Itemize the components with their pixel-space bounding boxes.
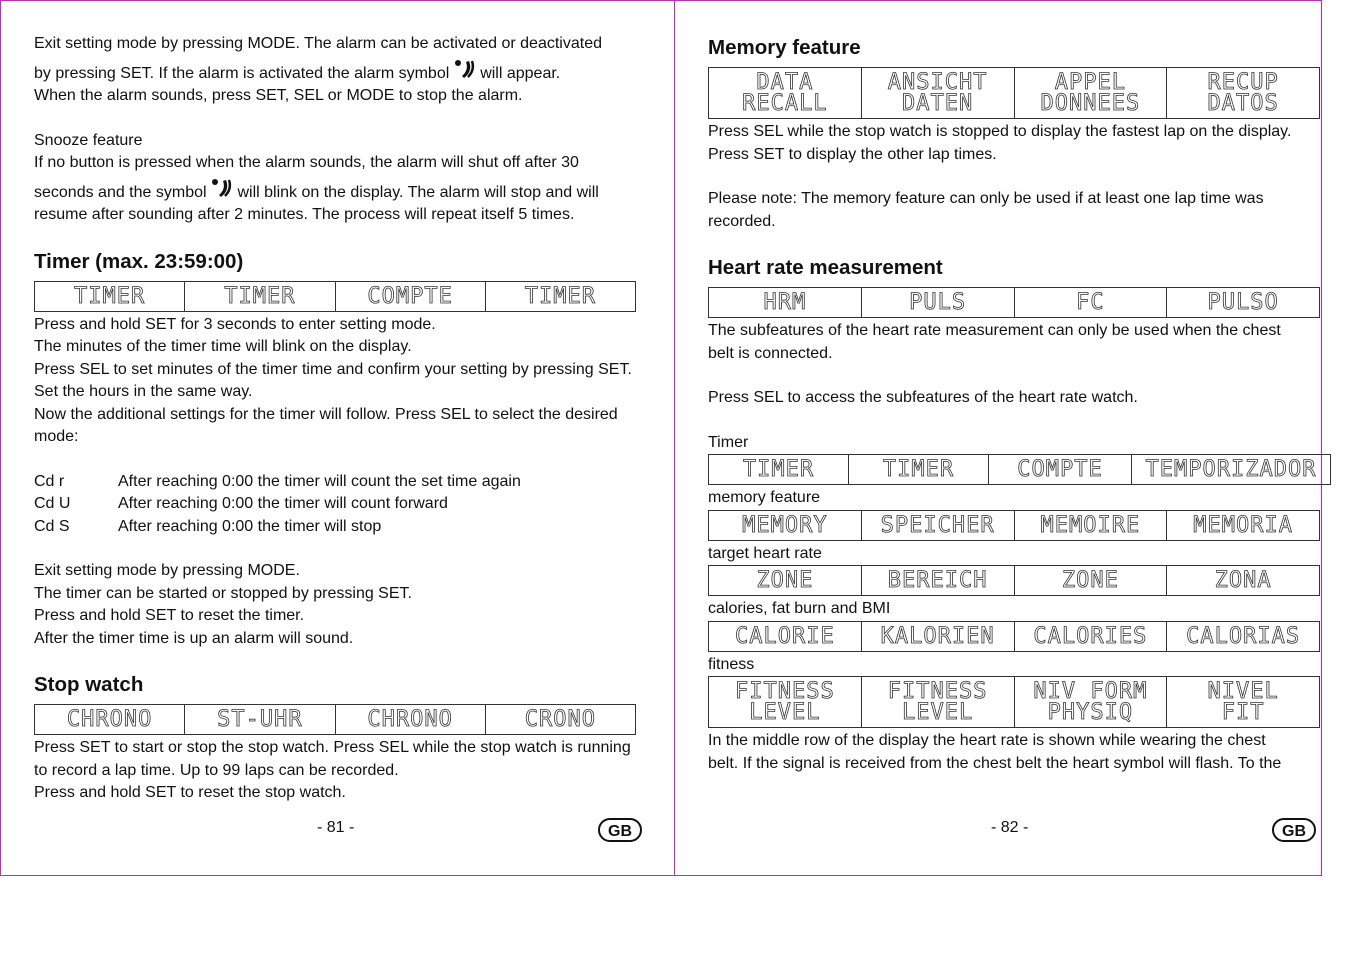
closing-line: In the middle row of the display the heart rate is shown while wearing the chest	[708, 732, 1266, 749]
lcd-cell: TIMER	[35, 281, 185, 311]
lcd-cell: MEMORIA	[1167, 510, 1320, 540]
sub-target-lcd-table	[708, 565, 1320, 596]
lcd-cell: CHRONO	[335, 705, 485, 735]
timer-line: Exit setting mode by pressing MODE.	[34, 562, 300, 579]
timer-line: Set the hours in the same way.	[34, 383, 253, 400]
cd-mode-desc: After reaching 0:00 the timer will count forward	[118, 495, 448, 512]
sub-fitness-lcd-table	[708, 676, 1320, 728]
sub-calories-lcd-table	[708, 621, 1320, 652]
page-number: - 81 -	[317, 819, 355, 836]
lcd-cell: SPEICHER	[861, 510, 1014, 540]
timer-line: mode:	[34, 428, 79, 445]
page-82-content	[708, 35, 1320, 775]
timer-line: The timer can be started or stopped by pressing SET.	[34, 584, 412, 602]
timer-heading: Timer (max. 23:59:00)	[34, 249, 244, 273]
memory-line: Press SET to display the other lap times.	[708, 145, 997, 163]
snooze-fragment: will blink on the display. The alarm will stop and will	[237, 183, 599, 201]
snooze-line: resume after sounding after 2 minutes. The process will repeat itself 5 times.	[34, 206, 575, 223]
snooze-line: If no button is pressed when the alarm sounds, the alarm will shut off after 30	[34, 154, 579, 171]
lcd-cell: TEMPORIZADOR	[1132, 455, 1331, 485]
stopwatch-line: to record a lap time. Up to 99 laps can be recorded.	[34, 761, 399, 779]
intro-line: When the alarm sounds, press SET, SEL or MODE to stop the alarm.	[34, 87, 523, 104]
lcd-cell: KALORIEN	[861, 621, 1014, 651]
lcd-cell: COMPTE	[989, 455, 1132, 485]
memory-line: Press SEL while the stop watch is stopped to display the fastest lap on the display.	[708, 123, 1292, 140]
cd-mode-row	[34, 471, 636, 494]
closing-line: belt. If the signal is received from the chest belt the heart symbol will flash. To the	[708, 754, 1282, 772]
cd-mode-desc: After reaching 0:00 the timer will count the set time again	[118, 472, 521, 490]
lcd-cell: RECUP DATOS	[1167, 68, 1320, 119]
sub-memory-label: memory feature	[708, 489, 821, 506]
stopwatch-heading: Stop watch	[34, 673, 144, 696]
timer-line: Press and hold SET to reset the timer.	[34, 607, 305, 624]
lcd-cell: CALORIE	[709, 621, 862, 651]
cd-mode-row	[34, 493, 636, 516]
intro-fragment: will appear.	[480, 64, 561, 82]
lcd-cell: TIMER	[185, 281, 335, 311]
cd-mode-desc: After reaching 0:00 the timer will stop	[118, 517, 382, 535]
memory-note: Please note: The memory feature can only be used if at least one lap time was	[708, 190, 1264, 207]
sub-target-label: target heart rate	[708, 544, 822, 562]
lcd-cell: TIMER	[849, 455, 989, 485]
lcd-cell: MEMORY	[709, 510, 862, 540]
timer-line: Press and hold SET for 3 seconds to enter setting mode.	[34, 315, 436, 333]
lcd-cell: PULS	[861, 288, 1014, 318]
sub-memory-lcd-table	[708, 510, 1320, 541]
lcd-cell: TIMER	[485, 281, 635, 311]
timer-line: The minutes of the timer time will blink on the display.	[34, 338, 412, 355]
cd-mode-key: Cd S	[34, 517, 70, 535]
lcd-cell: ST-UHR	[185, 705, 335, 735]
sub-timer-label: Timer	[708, 433, 749, 451]
lcd-cell: FITNESS LEVEL	[709, 677, 862, 728]
page-82	[674, 0, 1322, 876]
hr-lcd-table	[708, 287, 1320, 318]
lcd-cell: NIVEL FIT	[1167, 677, 1320, 728]
alarm-bell-icon	[211, 179, 233, 199]
memory-heading: Memory feature	[708, 36, 861, 59]
snooze-line	[34, 179, 636, 205]
page-81	[0, 0, 675, 876]
lcd-cell: ZONE	[1014, 566, 1167, 596]
stopwatch-line: Press SET to start or stop the stop watch. Press SEL while the stop watch is running	[34, 739, 631, 756]
snooze-heading: Snooze feature	[34, 131, 143, 149]
timer-lcd-table	[34, 281, 636, 312]
lcd-cell: ZONE	[709, 566, 862, 596]
lcd-cell: CRONO	[485, 705, 635, 735]
intro-line: Exit setting mode by pressing MODE. The alarm can be activated or deactivated	[34, 35, 602, 52]
snooze-fragment: seconds and the symbol	[34, 183, 207, 201]
lcd-cell: PULSO	[1167, 288, 1320, 318]
sub-timer-lcd-table	[708, 454, 1331, 485]
lcd-cell: APPEL DONNEES	[1014, 68, 1167, 119]
page-81-content	[34, 33, 636, 805]
stopwatch-line: Press and hold SET to reset the stop watch.	[34, 784, 346, 801]
timer-line: Now the additional settings for the timer will follow. Press SEL to select the desired	[34, 405, 618, 423]
lcd-cell: ZONA	[1167, 566, 1320, 596]
timer-line: After the timer time is up an alarm will sound.	[34, 629, 354, 647]
memory-note: recorded.	[708, 212, 776, 230]
hr-line: belt is connected.	[708, 344, 833, 362]
lcd-cell: HRM	[709, 288, 862, 318]
lcd-cell: ANSICHT DATEN	[861, 68, 1014, 119]
cd-mode-row	[34, 516, 636, 539]
sub-calories-label: calories, fat burn and BMI	[708, 600, 891, 617]
stopwatch-lcd-table	[34, 704, 636, 735]
timer-line: Press SEL to set minutes of the timer time and confirm your setting by pressing SET.	[34, 360, 632, 378]
lcd-cell: COMPTE	[335, 281, 485, 311]
page-number: - 82 -	[991, 819, 1029, 836]
lcd-cell: CALORIES	[1014, 621, 1167, 651]
hr-heading: Heart rate measurement	[708, 256, 943, 279]
lcd-cell: FITNESS LEVEL	[861, 677, 1014, 728]
lcd-cell: MEMOIRE	[1014, 510, 1167, 540]
sub-fitness-label: fitness	[708, 655, 755, 673]
language-badge: GB	[598, 818, 642, 842]
lcd-cell: FC	[1014, 288, 1167, 318]
intro-fragment: by pressing SET. If the alarm is activated the alarm symbol	[34, 64, 450, 82]
memory-lcd-table	[708, 67, 1320, 119]
alarm-bell-icon	[454, 60, 476, 80]
lcd-cell: BEREICH	[861, 566, 1014, 596]
cd-mode-key: Cd U	[34, 495, 71, 512]
lcd-cell: TIMER	[709, 455, 849, 485]
lcd-cell: NIV FORM PHYSIQ	[1014, 677, 1167, 728]
intro-line	[34, 60, 636, 86]
hr-line: Press SEL to access the subfeatures of the heart rate watch.	[708, 389, 1138, 406]
lcd-cell: CHRONO	[35, 705, 185, 735]
lcd-cell: CALORIAS	[1167, 621, 1320, 651]
hr-line: The subfeatures of the heart rate measurement can only be used when the chest	[708, 322, 1281, 339]
lcd-cell: DATA RECALL	[709, 68, 862, 119]
language-badge: GB	[1272, 818, 1316, 842]
cd-mode-key: Cd r	[34, 472, 65, 490]
